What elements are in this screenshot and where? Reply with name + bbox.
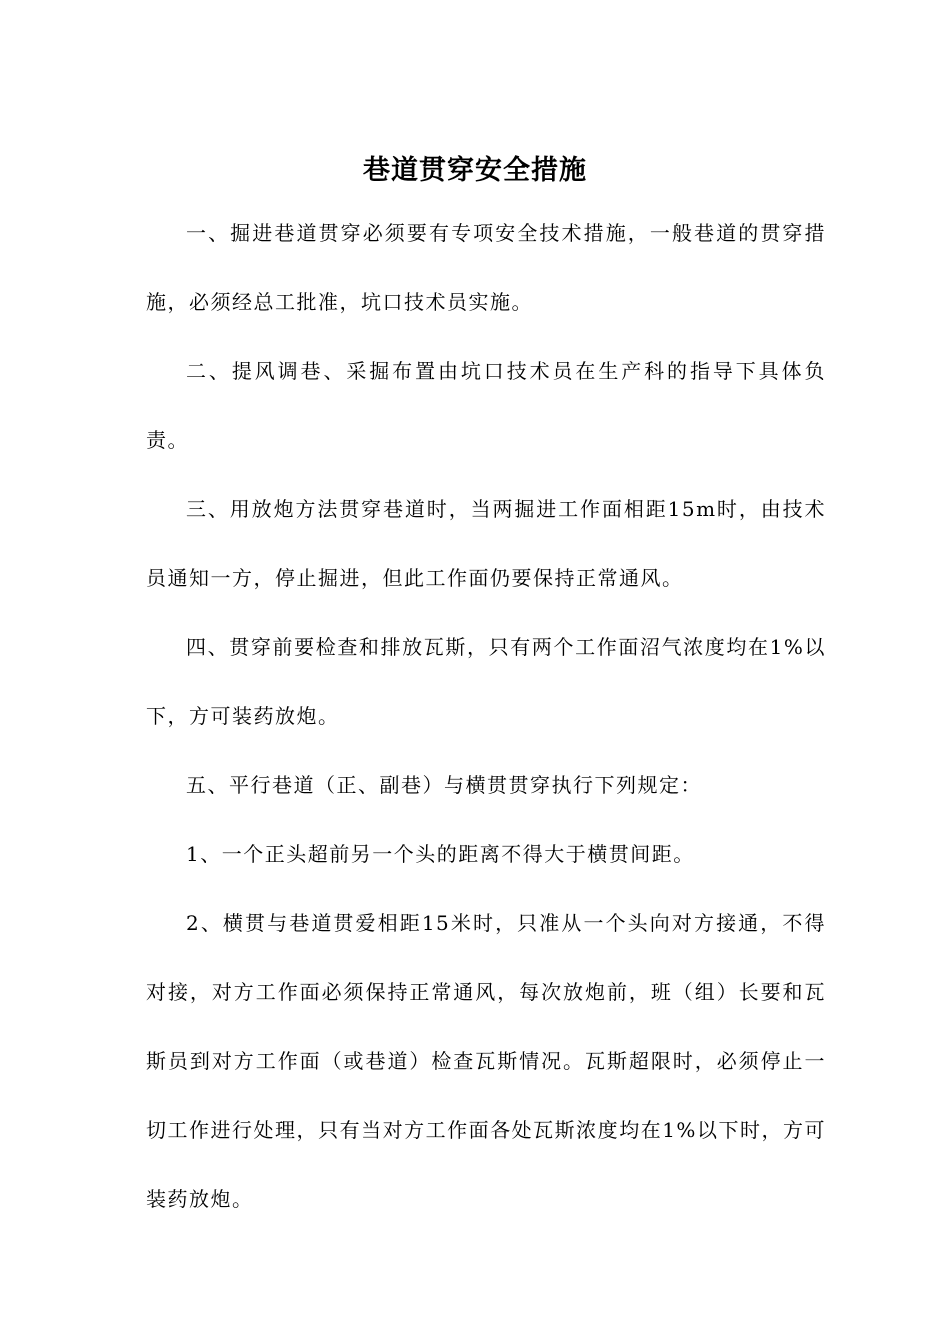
paragraph-4: 四、贯穿前要检查和排放瓦斯，只有两个工作面沼气浓度均在1%以下，方可装药放炮。 — [146, 635, 826, 728]
paragraph-6: 1、一个正头超前另一个头的距离不得大于横贯间距。 — [186, 842, 695, 866]
paragraph-3: 三、用放炮方法贯穿巷道时，当两掘进工作面相距15m时，由技术员通知一方，停止掘进，但此工作面仍要保持正常通风。 — [146, 497, 826, 590]
paragraph-1: 一、掘进巷道贯穿必须要有专项安全技术措施，一般巷道的贯穿措施，必须经总工批准，坑口技术员实施。 — [146, 221, 826, 314]
document-body — [146, 199, 826, 1234]
document-title: 巷道贯穿安全措施 — [363, 155, 587, 187]
paragraph-2: 二、提风调巷、采掘布置由坑口技术员在生产科的指导下具体负责。 — [146, 359, 826, 452]
paragraph-7: 2、横贯与巷道贯爱相距15米时，只准从一个头向对方接通，不得对接，对方工作面必须保持正常通风，每次放炮前，班（组）长要和瓦斯员到对方工作面（或巷道）检查瓦斯情况。瓦斯超限时，必须停止一切工作进行处理，只有当对方工作面各处瓦斯浓度均在1%以下时，方可装药放炮。 — [146, 911, 826, 1211]
paragraph-5: 五、平行巷道（正、副巷）与横贯贯穿执行下列规定： — [186, 773, 702, 797]
